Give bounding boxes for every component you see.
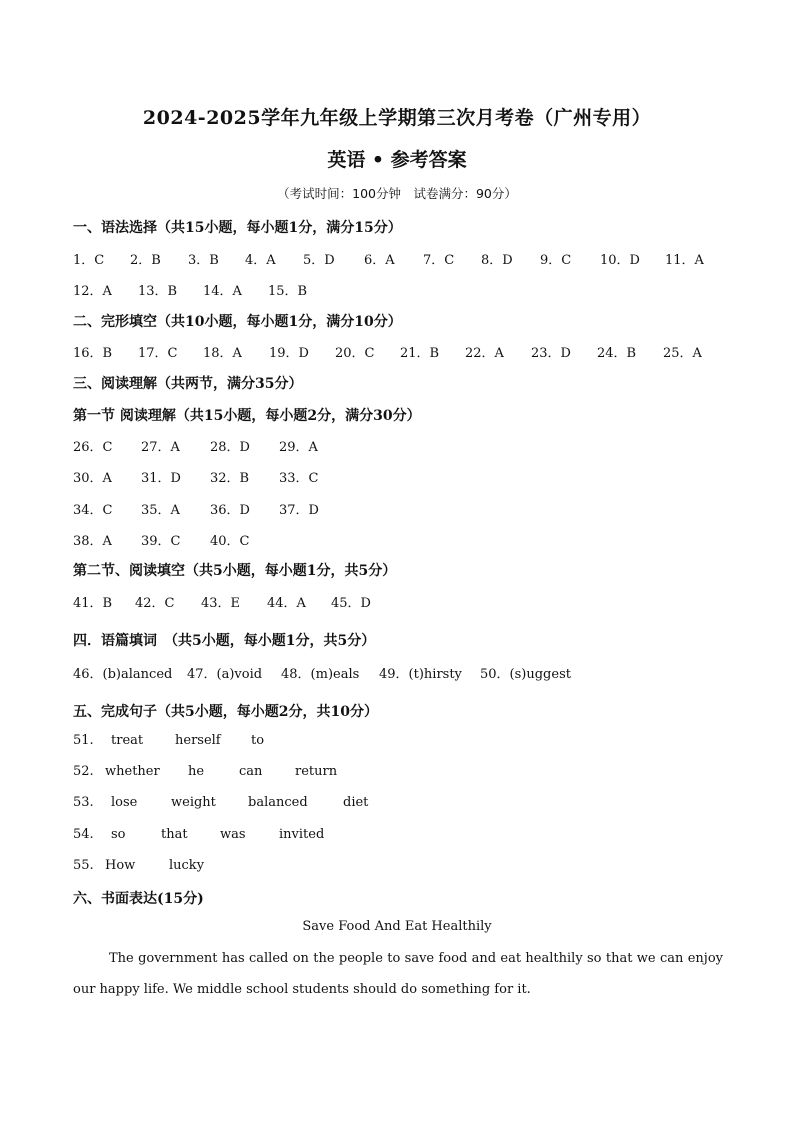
- answer-item: 15．B: [268, 284, 308, 299]
- sentence-number: 53.: [73, 795, 94, 810]
- answer-item: 16．B: [73, 346, 113, 361]
- answer-item: 23．D: [531, 346, 571, 361]
- answer-item: 40．C: [210, 534, 250, 549]
- answer-item: 44．A: [267, 596, 306, 611]
- answer-item: 13．B: [138, 284, 178, 299]
- answer-item: 7．C: [423, 253, 455, 268]
- answer-item: 9．C: [540, 253, 572, 268]
- answer-word: lucky: [169, 858, 205, 873]
- answer-item: 20．C: [335, 346, 375, 361]
- sentence-number: 55.: [73, 858, 94, 873]
- answer-word: weight: [171, 795, 216, 810]
- answer-item: 49．(t)hirsty: [379, 667, 462, 682]
- answer-item: 4．A: [245, 253, 276, 268]
- answer-word: that: [161, 827, 188, 842]
- answer-item: 41．B: [73, 596, 113, 611]
- page-subtitle: 英语 • 参考答案: [327, 149, 467, 171]
- answer-item: 22．A: [465, 346, 504, 361]
- answer-item: 2．B: [130, 253, 161, 268]
- answer-word: treat: [111, 733, 144, 748]
- answer-item: 47．(a)void: [187, 667, 263, 682]
- answer-word: whether: [105, 764, 160, 779]
- answer-item: 19．D: [269, 346, 309, 361]
- answer-item: 45．D: [331, 596, 371, 611]
- section-heading-reading-part2: 第二节、阅读填空（共5小题，每小题1分，共5分）: [73, 563, 397, 579]
- answer-item: 5．D: [303, 253, 335, 268]
- sentence-number: 52.: [73, 764, 94, 779]
- section-heading-complete-sentences: 五、完成句子（共5小题，每小题2分，共10分）: [73, 704, 378, 720]
- answer-item: 33．C: [279, 471, 319, 486]
- answer-item: 30．A: [73, 471, 112, 486]
- answer-word: balanced: [248, 795, 308, 810]
- answer-item: 48．(m)eals: [281, 667, 360, 682]
- section-heading-grammar: 一、语法选择（共15小题，每小题1分，满分15分）: [73, 220, 402, 236]
- answer-item: 36．D: [210, 503, 250, 518]
- answer-word: was: [220, 827, 246, 842]
- answer-word: he: [188, 764, 205, 779]
- answer-item: 24．B: [597, 346, 637, 361]
- answer-word: herself: [175, 733, 221, 748]
- section-heading-word-fill: 四．语篇填词 （共5小题，每小题1分，共5分）: [73, 633, 376, 649]
- section-heading-writing: 六、书面表达(15分): [73, 891, 204, 907]
- answer-item: 50．(s)uggest: [480, 667, 571, 682]
- answer-item: 42．C: [135, 596, 175, 611]
- answer-item: 38．A: [73, 534, 112, 549]
- answer-word: How: [105, 858, 136, 873]
- answer-item: 21．B: [400, 346, 440, 361]
- answer-item: 43．E: [201, 596, 241, 611]
- section-heading-reading-part1: 第一节 阅读理解（共15小题，每小题2分，满分30分）: [73, 408, 421, 424]
- answer-word: so: [111, 827, 126, 842]
- answer-word: lose: [111, 795, 138, 810]
- answer-item: 10．D: [600, 253, 640, 268]
- answer-item: 8．D: [481, 253, 513, 268]
- answer-item: 34．C: [73, 503, 113, 518]
- sentence-number: 51.: [73, 733, 94, 748]
- section-heading-cloze: 二、完形填空（共10小题，每小题1分，满分10分）: [73, 314, 402, 330]
- answer-item: 26．C: [73, 440, 113, 455]
- answer-item: 12．A: [73, 284, 112, 299]
- answer-item: 18．A: [203, 346, 242, 361]
- answer-item: 28．D: [210, 440, 250, 455]
- answer-word: can: [239, 764, 263, 779]
- answer-item: 25．A: [663, 346, 702, 361]
- answer-item: 27．A: [141, 440, 180, 455]
- essay-paragraph: The government has called on the people to save food and eat healthily so that we can enjoy our happy life. We middle school students should do something for it.: [73, 951, 723, 997]
- answer-item: 14．A: [203, 284, 242, 299]
- answer-item: 32．B: [210, 471, 250, 486]
- answer-item: 46．(b)alanced: [73, 667, 173, 682]
- answer-item: 31．D: [141, 471, 181, 486]
- section-heading-reading: 三、阅读理解（共两节，满分35分）: [73, 376, 303, 392]
- answer-word: return: [295, 764, 338, 779]
- answer-item: 11．A: [665, 253, 704, 268]
- answer-word: to: [251, 733, 265, 748]
- answer-item: 29．A: [279, 440, 318, 455]
- answer-word: invited: [279, 827, 325, 842]
- answer-item: 3．B: [188, 253, 219, 268]
- page-title: 2024-2025学年九年级上学期第三次月考卷（广州专用）: [142, 107, 652, 129]
- answer-item: 1．C: [73, 253, 105, 268]
- answer-item: 37．D: [279, 503, 319, 518]
- answer-item: 35．A: [141, 503, 180, 518]
- answer-item: 39．C: [141, 534, 181, 549]
- answer-word: diet: [343, 795, 369, 810]
- essay-title: Save Food And Eat Healthily: [302, 919, 492, 934]
- exam-info: （考试时间：100分钟 试卷满分：90分）: [277, 186, 517, 201]
- answer-item: 6．A: [364, 253, 395, 268]
- answer-item: 17．C: [138, 346, 178, 361]
- sentence-number: 54.: [73, 827, 94, 842]
